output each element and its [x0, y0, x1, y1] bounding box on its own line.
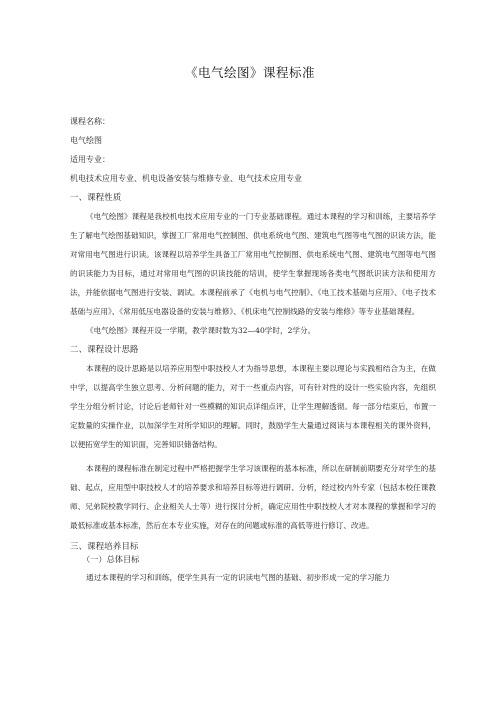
paragraph-design-approach-1: 本课程的设计思路是以培养应用型中职技校人才为指导思想，本课程主要以理论与实践相结合为主，在做中学，以提高学生独立思考、分析问题的能力，对于一些重点内容，可有针对性的设计一些实验内容，先组织学生分组分析讨论，讨论后老师针对一些模糊的知识点详细点评，让学生理解透彻。每一部分结束后，布置一定数量的实操作业，以加深学生对所学知识的理解。同时，鼓励学生大量通过阅读与本课程相关的课外资料，以便拓宽学生的知识面，完善知识储备结构。: [70, 364, 436, 449]
paragraph-course-nature-2: 《电气绘图》课程开设一学期，教学课时数为32—40学时，2学分。: [86, 326, 316, 335]
section-heading-course-nature: 一、课程性质: [70, 192, 122, 202]
paragraph-training-goals-1: 通过本课程的学习和训练，使学生具有一定的识读电气图的基础、初步形成一定的学习能力: [86, 573, 390, 582]
document-body: [70, 112, 436, 587]
applicable-major-label: 适用专业：: [70, 155, 110, 164]
applicable-majors-value: 机电技术应用专业、机电设备安装与维修专业、电气技术应用专业: [70, 174, 302, 183]
paragraph-design-approach-2: 本课程的课程标准在制定过程中严格把握学生学习该课程的基本标准，所以在研制前期要充分对学生的基础、起点，应用型中职技校人才的培养要求和培养目标等进行调研、分析，经过校内外专家（包括本校任课教师、兄弟院校教学同行、企业相关人士等）进行探讨分析，确定应用性中职技校人才对本课程的掌握和学习的最低标准或基本标准，然后在本专业实施，对存在的问题或标准的高低等进行修订、改进。: [70, 464, 436, 530]
section-heading-training-goals: 三、课程培养目标: [70, 541, 139, 551]
course-name-value: 电气绘图: [70, 136, 102, 145]
document-title: 《电气绘图》课程标准: [184, 65, 315, 80]
course-name-label: 课程名称：: [70, 117, 110, 126]
subsection-heading-overall-goals: （一）总体目标: [82, 554, 140, 564]
paragraph-course-nature-1: 《电气绘图》课程是我校机电技术应用专业的一门专业基础课程。通过本课程的学习和训练，主要培养学生了解电气绘图基础知识，掌握工厂常用电气控制图、供电系统电气图、建筑电气图等电气图的识读方法，能对常用电气图进行识读。该课程以培养学生具备工厂常用电气控制图、供电系统电气图、建筑电气图等电气图的识读能力为目标，通过对常用电气图的识读技能的培训，使学生掌握现场各类电气图纸识读方法和使用方法，并能依据电气图进行安装、调试。本课程前承了《电机与电气控制》、《电工技术基础与应用》、《电子技术基础与应用》、《常用低压电器设备的安装与维修》、《机床电气控制线路的安装与维修》等专业基础课程。: [70, 212, 436, 316]
section-heading-design-approach: 二、课程设计思路: [70, 344, 139, 354]
